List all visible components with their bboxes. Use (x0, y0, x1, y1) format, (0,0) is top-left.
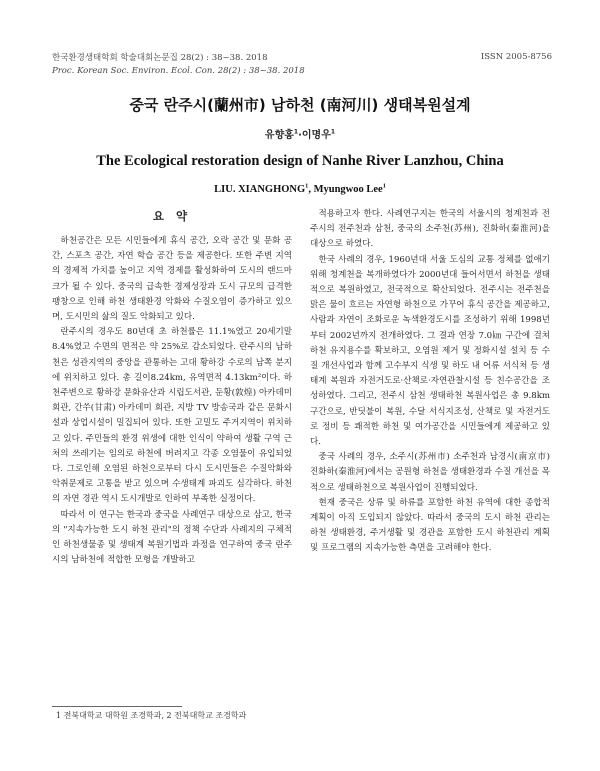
journal-header (52, 52, 305, 78)
paragraph: 하천공간은 모든 시민들에게 휴식 공간, 오락 공간 및 문화 공간, 스포츠 공간, 자연 학습 공간 등을 제공한다. 또한 주변 지역의 경제적 가치를 높이고 지역 경제를 활성화하여 도시의 랜드마크가 될 수 있다. 중국의 급속한 경제성장과 도시 규모의 급격한 팽창으로 인해 하천 생태환경 악화와 수질오염이 증가하고 있으며, 도시민의 삶의 질도 악화되고 있다. (52, 236, 292, 323)
abstract-right-column (310, 207, 550, 557)
authors-korean: 유향홍$^1$·이명우$^1$ (264, 128, 336, 141)
paragraph: 란주시의 경우도 80년대 초 하천률은 11.1%였고 20세기말 8.4%였고 수면의 면적은 약 25%로 감소되었다. 란주시의 남하천은 성관지역의 중앙을 관통하는 고대 황하강 수로의 남쪽 분지에 위치하고 있다. 총 길이8.24km, 유역면적 4.13km²이다. 하천주변으로 황하강 문화유산과 시립도서관, 둔황(敦煌) 아카데미 회관, 간쑤(甘肃) 아카데미 회관, 지방 TV 방송국과 같은 문화시설과 상업시설이 밀집되어 있다. 또한 고밀도 주거지역이 위치하고 있다. 주민들의 환경 위생에 대한 인식이 약하여 생활 구역 근처의 쓰레기는 임의로 하천에 버려지고 각종 오염물이 유입되었다. 그로인해 오염된 하천으로부터 다시 도시민들은 수질악화와 악취문제로 고통을 받고 있으며 수생태계 파괴도 심각하다. 하천의 자연 경관 역시 도시개발로 인하여 부족한 실정이다. (52, 327, 292, 505)
paragraph: 따라서 이 연구는 한국과 중국을 사례연구 대상으로 삼고, 한국의 "지속가능한 도시 하천 관리"의 정책 수단과 사례지의 구체적인 하천생물종 및 생태계 복원기법과 과정을 연구하여 중국 란주시의 남하천에 적합한 모형을 개발하고 (52, 509, 292, 566)
issn: ISSN 2005-8756 (480, 52, 552, 62)
paragraph: 한국 사례의 경우, 1960년대 서울 도심의 교통 정체를 없애기 위해 청계천을 복개하였다가 2000년대 들어서면서 하천을 생태적으로 복원하였고, 전국적으로 확산되었다. 전주시는 전주천을 맑은 물이 흐르는 자연형 하천으로 가꾸어 휴식 공간을 제공하고, 사람과 자연이 조화로운 녹색환경도시를 조성하기 위해 1998년부터 2002년까지 전개하였다. 그 결과 연장 7.0㎞ 구간에 걸쳐 하천 유지용수를 확보하고, 오염원 제거 및 정화시설 설치 등 수질 개선사업과 함께 고수부지 식생 및 하도 내 어류 서식처 등 생태계 복원과 자전거도로·산책로·자연관찰시설 등 친수공간을 조성하였다. 그리고, 전주시 삼천 생태하천 복원사업은 총 9.8km구간으로, 반딧불이 복원, 수달 서식지조성, 산책로 및 자전거도로 정비 등 쾌적한 하천 및 여가공간을 시민들에게 제공하고 있다. (310, 254, 550, 448)
footnote-divider (52, 706, 182, 707)
journal-citation-en: Proc. Korean Soc. Environ. Ecol. Con. 28(2) : 38~38. 2018 (52, 66, 305, 76)
title-english: The Ecological restoration design of Nanhe River Lanzhou, China (96, 153, 504, 169)
paragraph: 중국 사례의 경우, 소주시(苏州市) 소주천과 남경시(南京市) 진화하(秦淮河)에서는 공원형 하천을 생태환경과 수질 개선을 목적으로 생태하천으로 복원사업이 진행되었다. (310, 452, 550, 493)
abstract-left-column (52, 234, 292, 568)
paragraph: 적용하고자 한다. 사례연구지는 한국의 서울시의 청계천과 전주시의 전주천과 삼천, 중국의 소주천(苏州), 진화하(秦淮河)을 대상으로 하였다. (310, 209, 550, 250)
authors-english: LIU. XIANGHONG$^1$, Myungwoo Lee$^1$ (214, 182, 386, 195)
footnote-affiliations: 1 전북대학교 대학원 조경학과, 2 전북대학교 조경학과 (56, 711, 247, 720)
paragraph: 현재 중국은 상류 및 하류를 포함한 하천 유역에 대한 종합적 계획이 아직 도입되지 않았다. 따라서 중국의 도시 하천 관리는 하천 생태환경, 주거생활 및 경관을 포함한 도시 하천관리 계획 및 프로그램의 지속가능한 측면을 고려해야 한다. (310, 497, 550, 554)
title-korean: 중국 란주시(蘭州市) 남하천 (南河川) 생태복원설계 (129, 96, 471, 114)
abstract-heading: 요 약 (152, 209, 192, 223)
journal-citation-ko: 한국환경생태학회 학술대회논문집 28(2) : 38~38. 2018 (52, 53, 268, 63)
